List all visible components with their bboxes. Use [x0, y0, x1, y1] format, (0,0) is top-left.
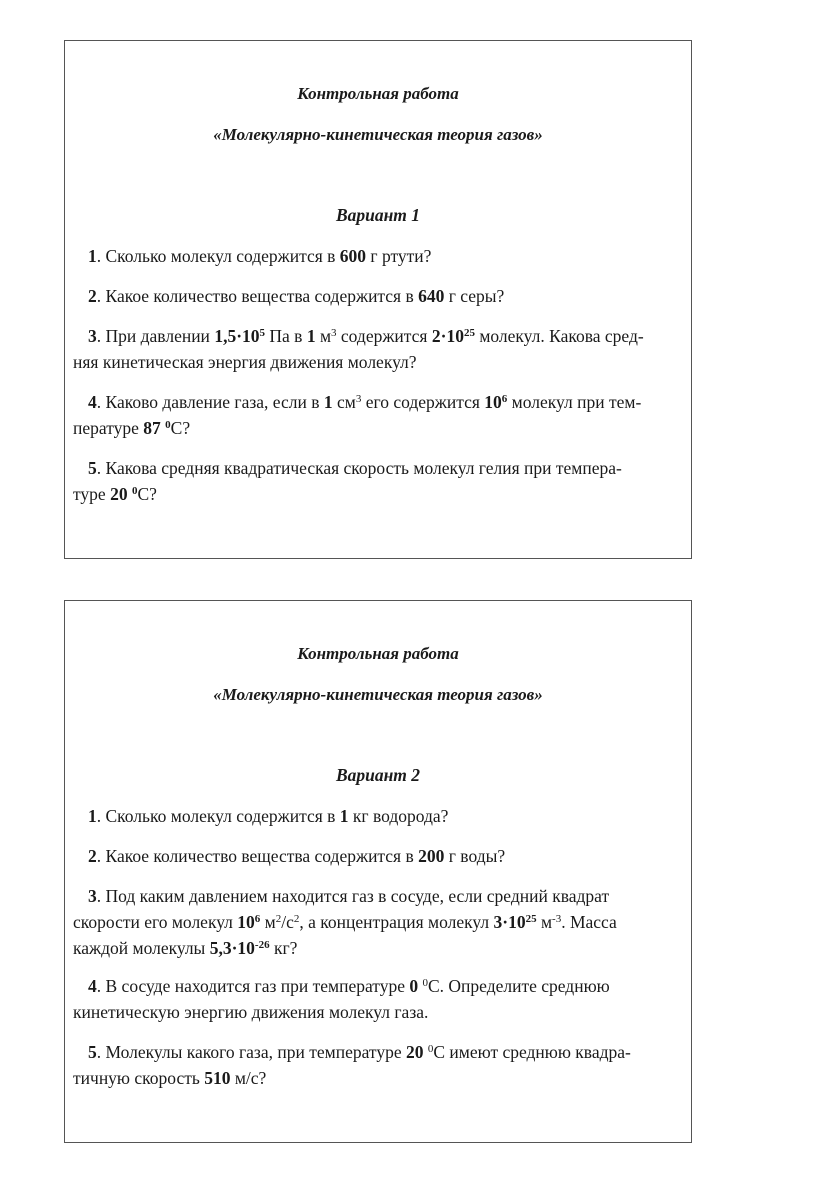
question-2: 2. Какое количество вещества содержится в 640 г серы? — [88, 286, 505, 306]
card-title: Контрольная работа — [297, 84, 459, 103]
question-4: 4. Каково давление газа, если в 1 $см^3$ его содержится $10^6$ молекул при тем- пературе 87 $^0$С? — [73, 392, 642, 438]
card-title: Контрольная работа — [297, 644, 459, 663]
test-card-variant-1 — [64, 40, 692, 559]
question-2: 2. Какое количество вещества содержится в 200 г воды? — [88, 846, 506, 866]
test-card-variant-2 — [64, 600, 692, 1143]
variant-heading: Вариант 2 — [335, 765, 421, 785]
variant-heading: Вариант 1 — [335, 205, 421, 225]
question-3: 3. Под каким давлением находится газ в сосуде, если средний квадрат скорости его молекул $10^6$ $м^2/с^2$, а концентрация молекул $3\cdot 10^{25}$ $м^{-3}$. Масса каждой молекулы $5,3\cdot 10^{-26}$ кг? — [73, 886, 617, 958]
question-5: 5. Какова средняя квадратическая скорость молекул гелия при темпера- туре 20 $^0$С? — [73, 458, 622, 504]
card-subtitle: «Молекулярно-кинетическая теория газов» — [213, 685, 543, 704]
question-1: 1. Сколько молекул содержится в 1 кг водорода? — [88, 806, 449, 826]
card-subtitle: «Молекулярно-кинетическая теория газов» — [213, 125, 543, 144]
question-4: 4. В сосуде находится газ при температуре 0 $^0$С. Определите среднюю кинетическую энергию движения молекул газа. — [73, 976, 610, 1022]
question-1: 1. Сколько молекул содержится в 600 г ртути? — [88, 246, 432, 266]
question-3: 3. При давлении $1,5\cdot 10^5$ Па в 1 $м^3$ содержится $2\cdot 10^{25}$ молекул. Какова сред- няя кинетическая энергия движения молекул? — [73, 326, 644, 372]
question-5: 5. Молекулы какого газа, при температуре 20 $^0$С имеют среднюю квадра- тичную скорость 510 м/с? — [73, 1042, 631, 1088]
